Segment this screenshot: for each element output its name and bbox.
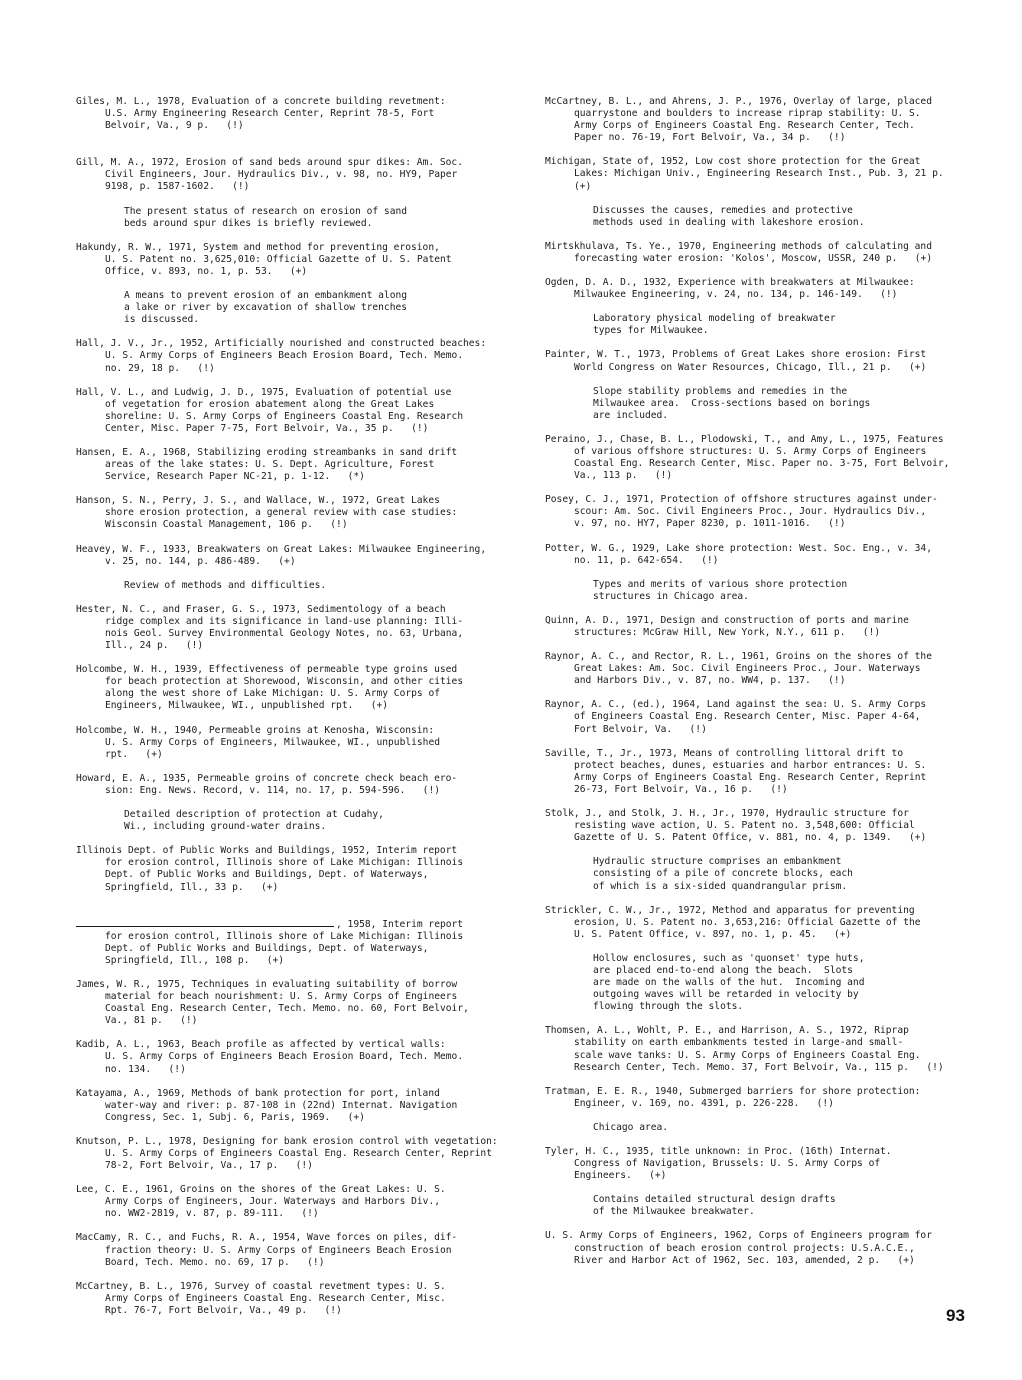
reference-text: Giles, M. L., 1978, Evaluation of a concrete building revetment: U.S. Army Engineering Research Center, Reprint 78-5, Fort Belvoir, Va., 9 p. (!) <box>76 96 446 132</box>
note-text: The present status of research on erosion of sand beds around spur dikes is briefly reviewed. <box>124 205 408 229</box>
reference-text: Katayama, A., 1969, Methods of bank protection for port, inland water-way and river: p. 87-108 in (22nd) Internat. Navigation Congress, Sec. 1, Subj. 6, Paris, 1969. (+) <box>76 1087 458 1123</box>
reference-text: Gill, M. A., 1972, Erosion of sand beds around spur dikes: Am. Soc. Civil Engineers, Jour. Hydraulics Div., v. 98, no. HY9, Paper 9198, p. 1587-1602. (!) <box>76 157 463 193</box>
note-text: Detailed description of protection at Cudahy, Wi., including ground-water drains. <box>124 809 384 833</box>
annotation-note <box>545 205 975 229</box>
note-text: A means to prevent erosion of an embankment along a lake or river by excavation of shallow trenches is discussed. <box>124 290 408 326</box>
annotation-note <box>76 206 526 230</box>
reference-text: Posey, C. J., 1971, Protection of offshore structures against under- scour: Am. Soc. Civil Engineers Proc., Jour. Hydraulics Div., v. 97, no. HY7, Paper 8230, p. 1011-1016. (!) <box>545 494 938 530</box>
reference-entry <box>76 1232 526 1268</box>
annotation-note <box>76 290 526 326</box>
annotation-note <box>76 809 526 833</box>
reference-text: Kadib, A. L., 1963, Beach profile as affected by vertical walls: U. S. Army Corps of Engineers Beach Erosion Board, Tech. Memo. no. 134. (!) <box>76 1039 464 1075</box>
reference-entry <box>545 651 975 687</box>
note-text: Chicago area. <box>593 1121 669 1133</box>
reference-entry <box>545 96 975 144</box>
reference-entry <box>76 387 526 435</box>
reference-entry <box>76 725 526 761</box>
annotation-note <box>545 1194 975 1218</box>
reference-text: Raynor, A. C., (ed.), 1964, Land against the sea: U. S. Army Corps of Engineers Coastal Eng. Research Center, Misc. Paper 4-64, Fort Belvoir, Va. (!) <box>545 699 927 735</box>
note-text: Hydraulic structure comprises an embankment consisting of a pile of concrete blocks, each of which is a six-sided quandrangular prism. <box>593 856 853 892</box>
reference-entry <box>545 543 975 567</box>
reference-entry <box>76 1088 526 1124</box>
reference-entry <box>76 979 526 1027</box>
reference-entry <box>76 1136 526 1172</box>
reference-text: Hakundy, R. W., 1971, System and method for preventing erosion, U. S. Patent no. 3,625,010: Official Gazette of U. S. Patent Office, v. 893, no. 1, p. 53. (+) <box>76 241 452 277</box>
reference-text: James, W. R., 1975, Techniques in evaluating suitability of borrow material for beach nourishment: U. S. Army Corps of Engineers Coastal Eng. Research Center, Tech. Memo. no. 60, Fort Belvoir, Va., 81 p. (!) <box>76 978 469 1027</box>
reference-text: Holcombe, W. H., 1940, Permeable groins at Kenosha, Wisconsin: U. S. Army Corps of Engineers, Milwaukee, WI., unpublished rpt. (+) <box>76 724 441 760</box>
annotation-note <box>545 1122 975 1134</box>
reference-entry <box>545 748 975 796</box>
reference-text: Hansen, E. A., 1968, Stabilizing eroding streambanks in sand drift areas of the lake states: U. S. Dept. Agriculture, Forest Service, Research Paper NC-21, p. 1-12. (*) <box>76 446 458 483</box>
reference-entry <box>76 495 526 531</box>
annotation-note <box>545 579 975 603</box>
reference-text: Tyler, H. C., 1935, title unknown: in Proc. (16th) Internat. Congress of Navigation, Brussels: U. S. Army Corps of Engineers. (+) <box>545 1146 892 1182</box>
note-text: Discusses the causes, remedies and protective methods used in dealing with lakeshore erosion. <box>593 204 865 228</box>
reference-entry <box>545 156 975 192</box>
annotation-note <box>76 580 526 592</box>
reference-entry <box>545 241 975 265</box>
annotation-note <box>545 313 975 337</box>
reference-text: MacCamy, R. C., and Fuchs, R. A., 1954, Wave forces on piles, dif- fraction theory: U. S. Army Corps of Engineers Beach Erosion Board, Tech. Memo. no. 69, 17 p. (!) <box>76 1232 458 1268</box>
reference-entry <box>545 1230 975 1266</box>
reference-entry <box>545 699 975 735</box>
reference-entry <box>76 1039 526 1075</box>
reference-entry <box>545 434 975 482</box>
reference-text: Saville, T., Jr., 1973, Means of controlling littoral drift to protect beaches, dunes, estuaries and harbor entrances: U. S. Army Corps of Engineers Coastal Eng. Research Center, Reprint 26-73, Fort Belvoir, Va., 16 p. (!) <box>545 747 927 795</box>
reference-entry <box>76 544 526 568</box>
reference-text: Quinn, A. D., 1971, Design and construction of ports and marine structures: McGraw Hill, New York, N.Y., 611 p. (!) <box>545 614 909 638</box>
reference-entry <box>545 494 975 530</box>
reference-entry <box>76 845 526 893</box>
reference-entry <box>545 615 975 639</box>
reference-text: Hester, N. C., and Fraser, G. S., 1973, Sedimentology of a beach ridge complex and its significance in land-use planning: Illi- nois Geol. Survey Environmental Geology Notes, no. 63, Urbana, Ill., 24 p. (!) <box>76 603 464 652</box>
reference-text: Hall, J. V., Jr., 1952, Artificially nourished and constructed beaches: U. S. Army Corps of Engineers Beach Erosion Board, Tech. Memo. no. 29, 18 p. (!) <box>76 338 487 374</box>
note-text: Review of methods and difficulties. <box>124 579 327 591</box>
reference-text: Painter, W. T., 1973, Problems of Great Lakes shore erosion: First World Congress on Water Resources, Chicago, Ill., 21 p. (+) <box>545 349 927 373</box>
reference-text: Tratman, E. E. R., 1940, Submerged barriers for shore protection: Engineer, v. 169, no. 4391, p. 226-228. (!) <box>545 1085 921 1109</box>
reference-text: Heavey, W. F., 1933, Breakwaters on Great Lakes: Milwaukee Engineering, v. 25, no. 144, p. 486-489. (+) <box>76 543 487 567</box>
left-column <box>76 96 526 1317</box>
reference-entry <box>545 808 975 844</box>
reference-text: Illinois Dept. of Public Works and Buildings, 1952, Interim report for erosion control, Illinois shore of Lake Michigan: Illinois Dept. of Public Works and Buildings, Dept. of Waterways, Springfield, Ill., 33 p. (+) <box>76 845 464 893</box>
reference-text: , 1958, Interim report for erosion control, Illinois shore of Lake Michigan: Illinois Dept. of Public Works and Buildings, Dept. of Waterways, Springfield, Ill., 108 p. (+) <box>105 918 464 966</box>
note-text: Types and merits of various shore protection structures in Chicago area. <box>593 578 848 602</box>
reference-text: Mirtskhulava, Ts. Ye., 1970, Engineering methods of calculating and forecasting water erosion: 'Kolos', Moscow, USSR, 240 p. (+) <box>545 240 933 264</box>
reference-text: Stolk, J., and Stolk, J. H., Jr., 1970, Hydraulic structure for resisting wave action, U. S. Patent no. 3,548,600: Official Gazette of U. S. Patent Office, v. 881, no. 4, p. 1349. (+) <box>545 808 927 844</box>
reference-text: McCartney, B. L., and Ahrens, J. P., 1976, Overlay of large, placed quarrystone and boulders to increase riprap stability: U. S. Army Corps of Engineers Coastal Eng. Research Center, Tech. Paper no. 76-19, Fort Belvoir, Va., 34 p. (!) <box>545 96 932 144</box>
reference-text: Potter, W. G., 1929, Lake shore protection: West. Soc. Eng., v. 34, no. 11, p. 642-654. (!) <box>545 542 932 566</box>
reference-entry <box>545 905 975 941</box>
reference-entry <box>76 664 526 712</box>
note-text: Laboratory physical modeling of breakwater types for Milwaukee. <box>593 313 836 337</box>
annotation-note <box>545 856 975 892</box>
reference-entry <box>545 277 975 301</box>
reference-text: Strickler, C. W., Jr., 1972, Method and apparatus for preventing erosion, U. S. Patent no. 3,653,216: Official Gazette of the U. S. Patent Office, v. 897, no. 1, p. 45. (+) <box>545 904 921 940</box>
reference-text: Thomsen, A. L., Wohlt, P. E., and Harrison, A. S., 1972, Riprap stability on earth embankments tested in large-and small- scale wave tanks: U. S. Army Corps of Engineers Coastal Eng. Research Center, Tech. Memo. 37, Fort Belvoir, Va., 115 p. (!) <box>545 1025 944 1073</box>
page-number: 93 <box>946 1306 965 1325</box>
reference-entry <box>76 242 526 278</box>
reference-text: Lee, C. E., 1961, Groins on the shores of the Great Lakes: U. S. Army Corps of Engineers, Jour. Waterways and Harbors Div., no. WW2-2819, v. 87, p. 89-111. (!) <box>76 1184 446 1220</box>
same-author-rule <box>76 918 334 927</box>
reference-text: Peraino, J., Chase, B. L., Plodowski, T., and Amy, L., 1975, Features of various offshore structures: U. S. Army Corps of Engineers Coastal Eng. Research Center, Misc. Paper no. 3-75, Fort Belvoir, Va., 113 p. (!) <box>545 433 950 482</box>
note-text: Hollow enclosures, such as 'quonset' type huts, are placed end-to-end along the beach. Slots are made on the walls of the hut. Incoming and outgoing waves will be retarded in velocity by flowing through the slots. <box>593 952 865 1013</box>
reference-entry <box>76 447 526 483</box>
reference-text: Raynor, A. C., and Rector, R. L., 1961, Groins on the shores of the Great Lakes: Am. Soc. Civil Engineers Proc., Jour. Waterways and Harbors Div., v. 87, no. WW4, p. 137. (!) <box>545 651 932 687</box>
annotation-note <box>545 953 975 1013</box>
reference-text: McCartney, B. L., 1976, Survey of coastal revetment types: U. S. Army Corps of Engineers Coastal Eng. Research Center, Misc. Rpt. 76-7, Fort Belvoir, Va., 49 p. (!) <box>76 1280 446 1316</box>
reference-entry <box>76 157 526 193</box>
reference-text: Howard, E. A., 1935, Permeable groins of concrete check beach ero- sion: Eng. News. Record, v. 114, no. 17, p. 594-596. (!) <box>76 772 458 796</box>
reference-text: Hall, V. L., and Ludwig, J. D., 1975, Evaluation of potential use of vegetation for erosion abatement along the Great Lakes shoreline: U. S. Army Corps of Engineers Coastal Eng. Research Center, Misc. Paper 7-75, Fort Belvoir, Va., 35 p. (!) <box>76 386 464 434</box>
reference-entry <box>76 918 526 967</box>
reference-text: Holcombe, W. H., 1939, Effectiveness of permeable type groins used for beach protection at Shorewood, Wisconsin, and other cities along the west shore of Lake Michigan: U. S. Army Corps of Engineers, Milwaukee, WI., unpublished rpt. (+) <box>76 664 464 712</box>
reference-text: Michigan, State of, 1952, Low cost shore protection for the Great Lakes: Michigan Univ., Engineering Research Inst., Pub. 3, 21 p. (+) <box>545 156 944 192</box>
right-column <box>545 96 975 1267</box>
reference-entry <box>76 338 526 374</box>
reference-entry <box>76 773 526 797</box>
note-text: Contains detailed structural design drafts of the Milwaukee breakwater. <box>593 1194 836 1218</box>
reference-entry <box>76 1281 526 1317</box>
reference-entry <box>545 1086 975 1110</box>
reference-entry <box>76 96 526 132</box>
reference-entry <box>545 1146 975 1182</box>
reference-text: Hanson, S. N., Perry, J. S., and Wallace, W., 1972, Great Lakes shore erosion protection, a general review with case studies: Wisconsin Coastal Management, 106 p. (!) <box>76 495 458 531</box>
annotation-note <box>545 386 975 422</box>
note-text: Slope stability problems and remedies in the Milwaukee area. Cross-sections based on borings are included. <box>593 385 871 421</box>
reference-entry <box>76 1184 526 1220</box>
reference-text: Knutson, P. L., 1978, Designing for bank erosion control with vegetation: U. S. Army Corps of Engineers Coastal Eng. Research Center, Reprint 78-2, Fort Belvoir, Va., 17 p. (!) <box>76 1135 498 1172</box>
reference-text: Ogden, D. A. D., 1932, Experience with breakwaters at Milwaukee: Milwaukee Engineering, v. 24, no. 134, p. 146-149. (!) <box>545 277 915 301</box>
reference-text: U. S. Army Corps of Engineers, 1962, Corps of Engineers program for construction of beach erosion control projects: U.S.A.C.E., River and Harbor Act of 1962, Sec. 103, amended, 2 p. (+) <box>545 1230 932 1266</box>
reference-entry <box>545 349 975 373</box>
reference-entry <box>545 1025 975 1073</box>
reference-entry <box>76 604 526 652</box>
